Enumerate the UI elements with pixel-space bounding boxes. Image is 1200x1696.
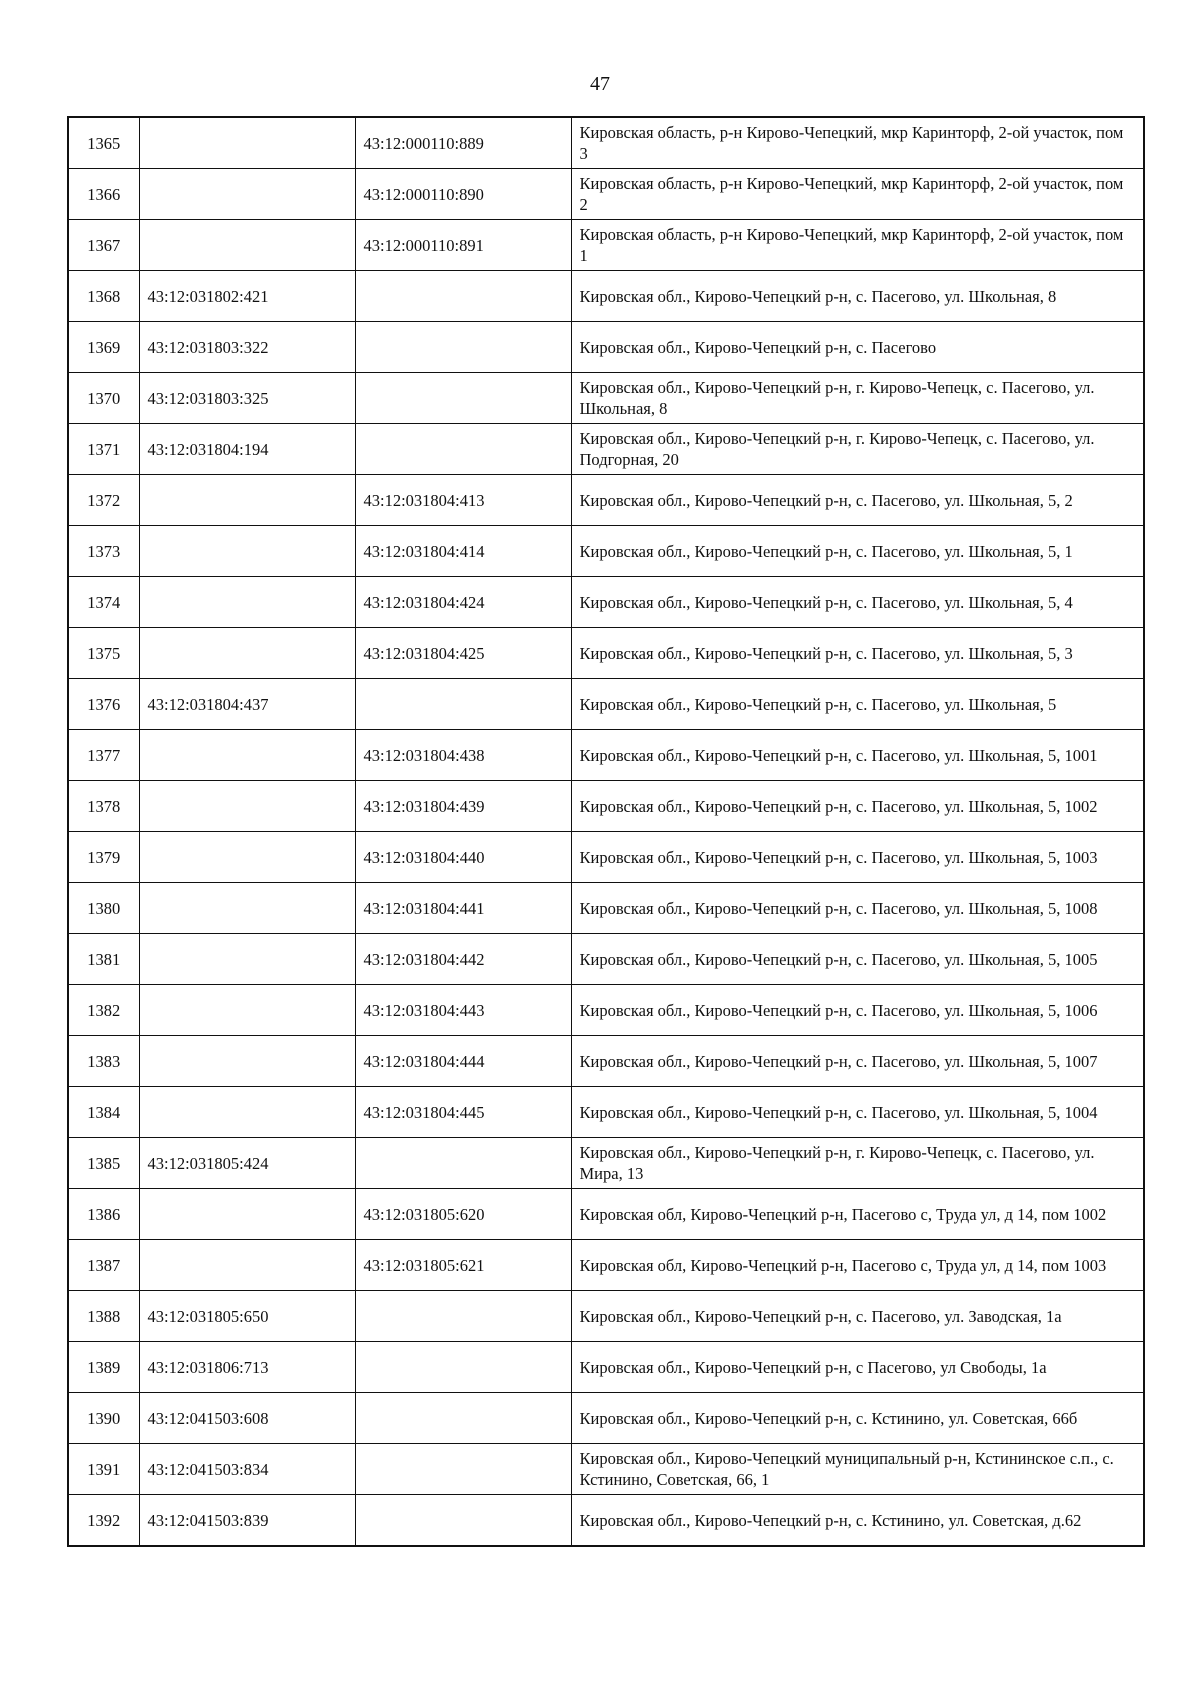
address-cell: Кировская обл., Кирово-Чепецкий р-н, г. Кирово-Чепецк, с. Пасегово, ул. Подгорная, 20 [571, 424, 1144, 475]
premises-cadastral-number-cell: 43:12:031804:443 [355, 985, 571, 1036]
premises-cadastral-number-cell [355, 1138, 571, 1189]
premises-cadastral-number-cell: 43:12:000110:889 [355, 117, 571, 169]
premises-cadastral-number-cell: 43:12:031804:439 [355, 781, 571, 832]
premises-cadastral-number-cell [355, 679, 571, 730]
address-cell: Кировская обл., Кирово-Чепецкий р-н, с. Пасегово, ул. Школьная, 8 [571, 271, 1144, 322]
address-cell: Кировская обл, Кирово-Чепецкий р-н, Пасегово с, Труда ул, д 14, пом 1002 [571, 1189, 1144, 1240]
row-number-cell: 1373 [68, 526, 139, 577]
page-number: 47 [590, 73, 610, 95]
row-number-cell: 1371 [68, 424, 139, 475]
row-number-cell: 1368 [68, 271, 139, 322]
table-row [68, 1138, 1144, 1189]
row-number-cell: 1381 [68, 934, 139, 985]
table-row [68, 883, 1144, 934]
cadastral-number-cell [139, 985, 355, 1036]
address-cell: Кировская обл., Кирово-Чепецкий р-н, с. Пасегово, ул. Школьная, 5, 1002 [571, 781, 1144, 832]
table-row [68, 1393, 1144, 1444]
registry-table-body [68, 117, 1144, 1546]
address-cell: Кировская обл., Кирово-Чепецкий р-н, с. Пасегово, ул. Школьная, 5, 1008 [571, 883, 1144, 934]
address-cell: Кировская обл., Кирово-Чепецкий р-н, с. Пасегово, ул. Школьная, 5, 1003 [571, 832, 1144, 883]
table-row [68, 169, 1144, 220]
address-cell: Кировская область, р-н Кирово-Чепецкий, мкр Каринторф, 2-ой участок, пом 3 [571, 117, 1144, 169]
cadastral-number-cell [139, 117, 355, 169]
address-cell: Кировская обл., Кирово-Чепецкий р-н, с. Пасегово, ул. Заводская, 1а [571, 1291, 1144, 1342]
premises-cadastral-number-cell [355, 424, 571, 475]
cadastral-number-cell [139, 526, 355, 577]
table-row [68, 781, 1144, 832]
address-cell: Кировская обл., Кирово-Чепецкий р-н, с. Пасегово, ул. Школьная, 5, 1005 [571, 934, 1144, 985]
table-row [68, 1495, 1144, 1547]
cadastral-number-cell: 43:12:041503:834 [139, 1444, 355, 1495]
premises-cadastral-number-cell: 43:12:031804:438 [355, 730, 571, 781]
table-row [68, 1342, 1144, 1393]
cadastral-number-cell: 43:12:031804:194 [139, 424, 355, 475]
premises-cadastral-number-cell: 43:12:031805:621 [355, 1240, 571, 1291]
cadastral-number-cell [139, 1240, 355, 1291]
cadastral-number-cell [139, 1036, 355, 1087]
address-cell: Кировская обл, Кирово-Чепецкий р-н, Пасегово с, Труда ул, д 14, пом 1003 [571, 1240, 1144, 1291]
address-cell: Кировская обл., Кирово-Чепецкий р-н, с. Пасегово, ул. Школьная, 5, 4 [571, 577, 1144, 628]
row-number-cell: 1365 [68, 117, 139, 169]
address-cell: Кировская обл., Кирово-Чепецкий р-н, с. Пасегово, ул. Школьная, 5 [571, 679, 1144, 730]
row-number-cell: 1386 [68, 1189, 139, 1240]
premises-cadastral-number-cell [355, 1444, 571, 1495]
table-row [68, 577, 1144, 628]
table-row [68, 1444, 1144, 1495]
address-cell: Кировская обл., Кирово-Чепецкий р-н, с. Кстинино, ул. Советская, 66б [571, 1393, 1144, 1444]
premises-cadastral-number-cell: 43:12:031804:442 [355, 934, 571, 985]
cadastral-number-cell: 43:12:031805:424 [139, 1138, 355, 1189]
row-number-cell: 1388 [68, 1291, 139, 1342]
address-cell: Кировская обл., Кирово-Чепецкий муниципальный р-н, Кстининское с.п., с. Кстинино, Советская, 66, 1 [571, 1444, 1144, 1495]
table-row [68, 628, 1144, 679]
table-row [68, 730, 1144, 781]
cadastral-number-cell: 43:12:031803:325 [139, 373, 355, 424]
table-row [68, 117, 1144, 169]
row-number-cell: 1377 [68, 730, 139, 781]
cadastral-number-cell [139, 169, 355, 220]
table-row [68, 832, 1144, 883]
cadastral-number-cell: 43:12:031806:713 [139, 1342, 355, 1393]
address-cell: Кировская обл., Кирово-Чепецкий р-н, с. Пасегово, ул. Школьная, 5, 1004 [571, 1087, 1144, 1138]
table-row [68, 1087, 1144, 1138]
cadastral-number-cell: 43:12:041503:608 [139, 1393, 355, 1444]
address-cell: Кировская область, р-н Кирово-Чепецкий, мкр Каринторф, 2-ой участок, пом 1 [571, 220, 1144, 271]
cadastral-number-cell: 43:12:041503:839 [139, 1495, 355, 1547]
cadastral-number-cell [139, 1087, 355, 1138]
row-number-cell: 1385 [68, 1138, 139, 1189]
cadastral-number-cell: 43:12:031804:437 [139, 679, 355, 730]
premises-cadastral-number-cell: 43:12:031804:441 [355, 883, 571, 934]
table-row [68, 271, 1144, 322]
table-row [68, 475, 1144, 526]
cadastral-number-cell [139, 628, 355, 679]
premises-cadastral-number-cell: 43:12:000110:890 [355, 169, 571, 220]
premises-cadastral-number-cell: 43:12:031804:444 [355, 1036, 571, 1087]
address-cell: Кировская область, р-н Кирово-Чепецкий, мкр Каринторф, 2-ой участок, пом 2 [571, 169, 1144, 220]
address-cell: Кировская обл., Кирово-Чепецкий р-н, с. Пасегово, ул. Школьная, 5, 2 [571, 475, 1144, 526]
address-cell: Кировская обл., Кирово-Чепецкий р-н, с. Пасегово, ул. Школьная, 5, 1 [571, 526, 1144, 577]
table-row [68, 424, 1144, 475]
cadastral-number-cell [139, 832, 355, 883]
table-row [68, 526, 1144, 577]
table-row [68, 679, 1144, 730]
row-number-cell: 1379 [68, 832, 139, 883]
table-row [68, 985, 1144, 1036]
row-number-cell: 1389 [68, 1342, 139, 1393]
premises-cadastral-number-cell: 43:12:031804:445 [355, 1087, 571, 1138]
premises-cadastral-number-cell [355, 322, 571, 373]
address-cell: Кировская обл., Кирово-Чепецкий р-н, с. Пасегово [571, 322, 1144, 373]
table-row [68, 1036, 1144, 1087]
cadastral-number-cell [139, 1189, 355, 1240]
cadastral-number-cell: 43:12:031803:322 [139, 322, 355, 373]
row-number-cell: 1374 [68, 577, 139, 628]
table-row [68, 322, 1144, 373]
row-number-cell: 1372 [68, 475, 139, 526]
row-number-cell: 1370 [68, 373, 139, 424]
cadastral-number-cell [139, 577, 355, 628]
table-row [68, 934, 1144, 985]
address-cell: Кировская обл., Кирово-Чепецкий р-н, с Пасегово, ул Свободы, 1а [571, 1342, 1144, 1393]
cadastral-number-cell: 43:12:031802:421 [139, 271, 355, 322]
premises-cadastral-number-cell [355, 373, 571, 424]
row-number-cell: 1384 [68, 1087, 139, 1138]
address-cell: Кировская обл., Кирово-Чепецкий р-н, с. Пасегово, ул. Школьная, 5, 3 [571, 628, 1144, 679]
row-number-cell: 1380 [68, 883, 139, 934]
registry-table [67, 116, 1145, 1547]
premises-cadastral-number-cell: 43:12:031804:424 [355, 577, 571, 628]
row-number-cell: 1387 [68, 1240, 139, 1291]
row-number-cell: 1390 [68, 1393, 139, 1444]
row-number-cell: 1369 [68, 322, 139, 373]
table-row [68, 1291, 1144, 1342]
premises-cadastral-number-cell [355, 1291, 571, 1342]
row-number-cell: 1367 [68, 220, 139, 271]
cadastral-number-cell [139, 883, 355, 934]
address-cell: Кировская обл., Кирово-Чепецкий р-н, с. Пасегово, ул. Школьная, 5, 1007 [571, 1036, 1144, 1087]
cadastral-number-cell [139, 475, 355, 526]
premises-cadastral-number-cell: 43:12:031804:440 [355, 832, 571, 883]
row-number-cell: 1376 [68, 679, 139, 730]
address-cell: Кировская обл., Кирово-Чепецкий р-н, г. Кирово-Чепецк, с. Пасегово, ул. Мира, 13 [571, 1138, 1144, 1189]
table-row [68, 1240, 1144, 1291]
row-number-cell: 1375 [68, 628, 139, 679]
row-number-cell: 1391 [68, 1444, 139, 1495]
address-cell: Кировская обл., Кирово-Чепецкий р-н, с. Пасегово, ул. Школьная, 5, 1001 [571, 730, 1144, 781]
premises-cadastral-number-cell [355, 1342, 571, 1393]
cadastral-number-cell [139, 220, 355, 271]
cadastral-number-cell [139, 934, 355, 985]
cadastral-number-cell [139, 730, 355, 781]
table-row [68, 220, 1144, 271]
premises-cadastral-number-cell [355, 1495, 571, 1547]
premises-cadastral-number-cell: 43:12:031804:425 [355, 628, 571, 679]
premises-cadastral-number-cell [355, 1393, 571, 1444]
premises-cadastral-number-cell [355, 271, 571, 322]
premises-cadastral-number-cell: 43:12:000110:891 [355, 220, 571, 271]
address-cell: Кировская обл., Кирово-Чепецкий р-н, с. Кстинино, ул. Советская, д.62 [571, 1495, 1144, 1547]
address-cell: Кировская обл., Кирово-Чепецкий р-н, г. Кирово-Чепецк, с. Пасегово, ул. Школьная, 8 [571, 373, 1144, 424]
cadastral-number-cell [139, 781, 355, 832]
address-cell: Кировская обл., Кирово-Чепецкий р-н, с. Пасегово, ул. Школьная, 5, 1006 [571, 985, 1144, 1036]
table-row [68, 373, 1144, 424]
row-number-cell: 1383 [68, 1036, 139, 1087]
premises-cadastral-number-cell: 43:12:031805:620 [355, 1189, 571, 1240]
row-number-cell: 1382 [68, 985, 139, 1036]
row-number-cell: 1392 [68, 1495, 139, 1547]
premises-cadastral-number-cell: 43:12:031804:414 [355, 526, 571, 577]
cadastral-number-cell: 43:12:031805:650 [139, 1291, 355, 1342]
row-number-cell: 1366 [68, 169, 139, 220]
table-row [68, 1189, 1144, 1240]
premises-cadastral-number-cell: 43:12:031804:413 [355, 475, 571, 526]
row-number-cell: 1378 [68, 781, 139, 832]
